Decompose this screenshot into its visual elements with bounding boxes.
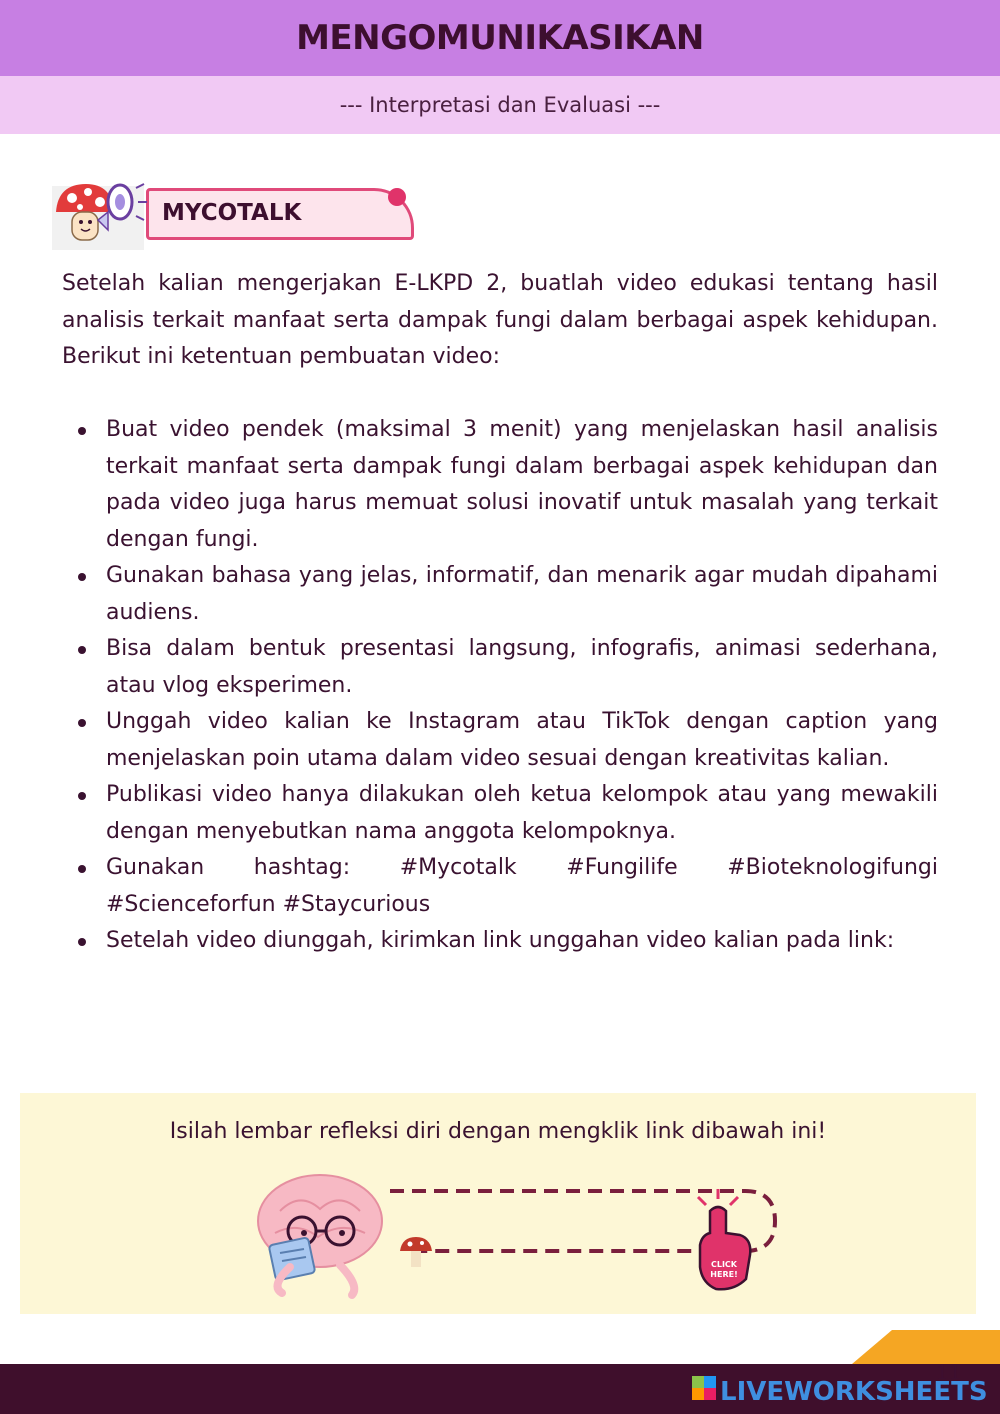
subheader-bar xyxy=(0,76,1000,134)
liveworksheets-watermark xyxy=(692,1370,992,1408)
list-item: Publikasi video hanya dilakukan oleh ketua kelompok atau yang mewakili dengan menyebutkan nama anggota kelompoknya. xyxy=(62,777,938,850)
section-label-text: MYCOTALK xyxy=(162,200,302,226)
section-label-dot xyxy=(388,188,406,206)
page-number: 11 xyxy=(936,1360,962,1384)
reflection-instruction: Isilah lembar refleksi diri dengan mengklik link dibawah ini! xyxy=(169,1119,827,1144)
mushroom-megaphone-icon xyxy=(50,176,180,252)
section-label xyxy=(50,176,430,252)
list-item: Buat video pendek (maksimal 3 menit) yang menjelaskan hasil analisis terkait manfaat serta dampak fungi dalam berbagai aspek kehidupan dan pada video juga harus memuat solusi inovatif untuk masalah yang terkait dengan fungi. xyxy=(62,412,938,558)
footer-corner-shape xyxy=(852,1330,1000,1364)
page-subtitle: --- Interpretasi dan Evaluasi --- xyxy=(339,93,661,117)
click-label-2: HERE! xyxy=(710,1270,738,1279)
list-item: Gunakan hashtag: #Mycotalk #Fungilife #Bioteknologifungi #Scienceforfun #Staycurious xyxy=(62,850,938,923)
intro-paragraph: Setelah kalian mengerjakan E-LKPD 2, buatlah video edukasi tentang hasil analisis terkait manfaat serta dampak fungi dalam berbagai aspek kehidupan. Berikut ini ketentuan pembuatan video: xyxy=(62,271,938,369)
watermark-text: LIVEWORKSHEETS xyxy=(720,1377,988,1407)
click-label-1: CLICK xyxy=(710,1260,738,1269)
header-bar xyxy=(0,0,1000,76)
hand-pointer-icon[interactable] xyxy=(698,1189,750,1289)
list-item: Bisa dalam bentuk presentasi langsung, infografis, animasi sederhana, atau vlog eksperimen. xyxy=(62,631,938,704)
reflection-box xyxy=(20,1093,976,1314)
reflection-link-art[interactable] xyxy=(240,1171,800,1311)
list-item: Setelah video diunggah, kirimkan link unggahan video kalian pada link: xyxy=(62,923,938,960)
brain-reading-icon xyxy=(258,1175,382,1295)
rules-list xyxy=(62,412,938,960)
mushroom-icon xyxy=(400,1237,432,1267)
list-item: Unggah video kalian ke Instagram atau TikTok dengan caption yang menjelaskan poin utama dalam video sesuai dengan kreativitas kalian. xyxy=(62,704,938,777)
page-title: MENGOMUNIKASIKAN xyxy=(296,18,704,58)
list-item: Gunakan bahasa yang jelas, informatif, dan menarik agar mudah dipahami audiens. xyxy=(62,558,938,631)
